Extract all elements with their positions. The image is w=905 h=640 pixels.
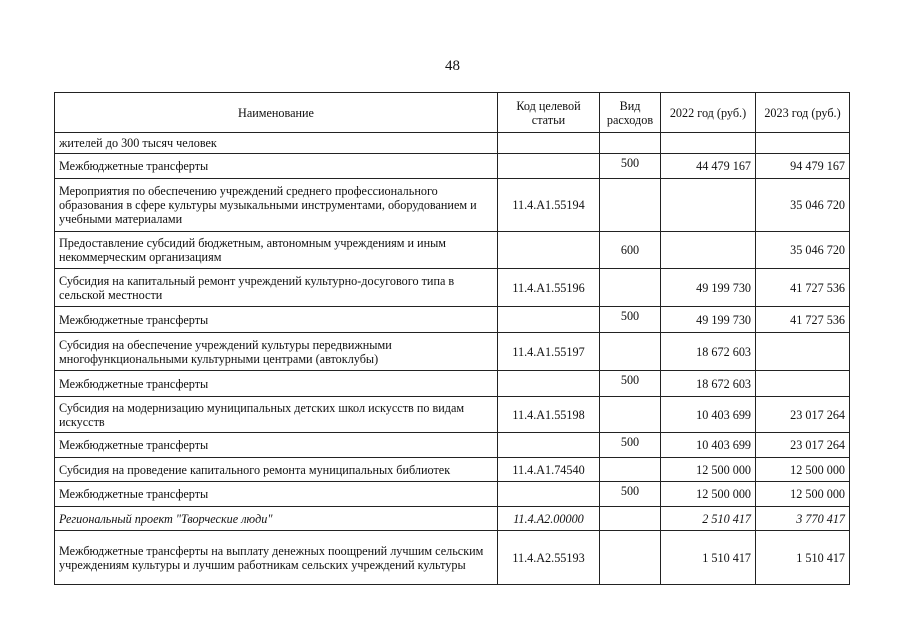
row-year-2023: 12 500 000	[756, 482, 850, 507]
row-type: 500	[600, 307, 661, 333]
row-type	[600, 269, 661, 307]
table-row	[55, 371, 850, 397]
row-year-2022: 44 479 167	[661, 154, 756, 179]
row-name: Межбюджетные трансферты на выплату денежных поощрений лучшим сельским учреждениям культуры и лучшим работникам сельских учреждений культуры	[55, 531, 498, 585]
row-name: Предоставление субсидий бюджетным, автономным учреждениям и иным некоммерческим организациям	[55, 232, 498, 269]
row-year-2023: 41 727 536	[756, 269, 850, 307]
row-year-2023: 23 017 264	[756, 433, 850, 458]
row-name: Межбюджетные трансферты	[55, 371, 498, 397]
header-name: Наименование	[55, 93, 498, 133]
row-name: Межбюджетные трансферты	[55, 154, 498, 179]
row-name: Субсидия на капитальный ремонт учреждений культурно-досугового типа в сельской местности	[55, 269, 498, 307]
row-year-2023: 94 479 167	[756, 154, 850, 179]
header-year-2023: 2023 год (руб.)	[756, 93, 850, 133]
row-name: Межбюджетные трансферты	[55, 482, 498, 507]
header-code: Код целевой статьи	[498, 93, 600, 133]
row-name: Субсидия на модернизацию муниципальных детских школ искусств по видам искусств	[55, 397, 498, 433]
row-name: Межбюджетные трансферты	[55, 433, 498, 458]
page-number: 48	[445, 58, 460, 74]
row-year-2023: 12 500 000	[756, 458, 850, 482]
table-row	[55, 269, 850, 307]
table-row	[55, 179, 850, 232]
row-type	[600, 179, 661, 232]
row-type: 500	[600, 482, 661, 507]
row-name: Субсидия на обеспечение учреждений культуры передвижными многофункциональными культурными центрами (автоклубы)	[55, 333, 498, 371]
row-type: 500	[600, 371, 661, 397]
row-type	[600, 458, 661, 482]
row-code: 11.4.А1.55194	[498, 179, 600, 232]
row-code	[498, 232, 600, 269]
row-code	[498, 133, 600, 154]
row-year-2023: 1 510 417	[756, 531, 850, 585]
table-row	[55, 154, 850, 179]
row-year-2023: 23 017 264	[756, 397, 850, 433]
row-year-2022: 10 403 699	[661, 397, 756, 433]
table-row	[55, 433, 850, 458]
table-row	[55, 333, 850, 371]
row-name: Субсидия на проведение капитального ремонта муниципальных библиотек	[55, 458, 498, 482]
row-code	[498, 371, 600, 397]
row-year-2022: 1 510 417	[661, 531, 756, 585]
row-type	[600, 507, 661, 531]
row-year-2022: 49 199 730	[661, 307, 756, 333]
row-year-2023: 3 770 417	[756, 507, 850, 531]
row-code: 11.4.А1.55197	[498, 333, 600, 371]
table-row	[55, 482, 850, 507]
row-year-2023	[756, 133, 850, 154]
table-row	[55, 307, 850, 333]
row-year-2023: 35 046 720	[756, 179, 850, 232]
row-year-2022: 18 672 603	[661, 371, 756, 397]
table-row	[55, 507, 850, 531]
budget-table	[54, 92, 850, 585]
row-year-2023	[756, 333, 850, 371]
header-type: Вид расходов	[600, 93, 661, 133]
row-year-2022: 12 500 000	[661, 482, 756, 507]
row-year-2022	[661, 133, 756, 154]
row-type	[600, 133, 661, 154]
row-year-2022: 12 500 000	[661, 458, 756, 482]
row-type	[600, 397, 661, 433]
row-year-2022	[661, 179, 756, 232]
row-year-2022: 10 403 699	[661, 433, 756, 458]
header-year-2022: 2022 год (руб.)	[661, 93, 756, 133]
row-type	[600, 333, 661, 371]
row-code: 11.4.А2.00000	[498, 507, 600, 531]
row-code	[498, 433, 600, 458]
row-name: Мероприятия по обеспечению учреждений среднего профессионального образования в сфере культуры музыкальными инструментами, оборудованием и учебными материалами	[55, 179, 498, 232]
row-code	[498, 154, 600, 179]
table-row	[55, 458, 850, 482]
row-code	[498, 482, 600, 507]
row-year-2022: 18 672 603	[661, 333, 756, 371]
row-name: жителей до 300 тысяч человек	[55, 133, 498, 154]
row-year-2022: 49 199 730	[661, 269, 756, 307]
row-name: Межбюджетные трансферты	[55, 307, 498, 333]
table-row	[55, 531, 850, 585]
row-year-2023	[756, 371, 850, 397]
row-type: 500	[600, 154, 661, 179]
row-code: 11.4.А1.74540	[498, 458, 600, 482]
table-row	[55, 232, 850, 269]
row-code: 11.4.А1.55196	[498, 269, 600, 307]
row-year-2023: 35 046 720	[756, 232, 850, 269]
row-name: Региональный проект "Творческие люди"	[55, 507, 498, 531]
row-year-2023: 41 727 536	[756, 307, 850, 333]
row-year-2022	[661, 232, 756, 269]
row-type: 600	[600, 232, 661, 269]
header-row	[55, 93, 850, 133]
row-code	[498, 307, 600, 333]
table-row	[55, 397, 850, 433]
row-code: 11.4.А2.55193	[498, 531, 600, 585]
row-type	[600, 531, 661, 585]
row-type: 500	[600, 433, 661, 458]
table-row	[55, 133, 850, 154]
row-year-2022: 2 510 417	[661, 507, 756, 531]
row-code: 11.4.А1.55198	[498, 397, 600, 433]
